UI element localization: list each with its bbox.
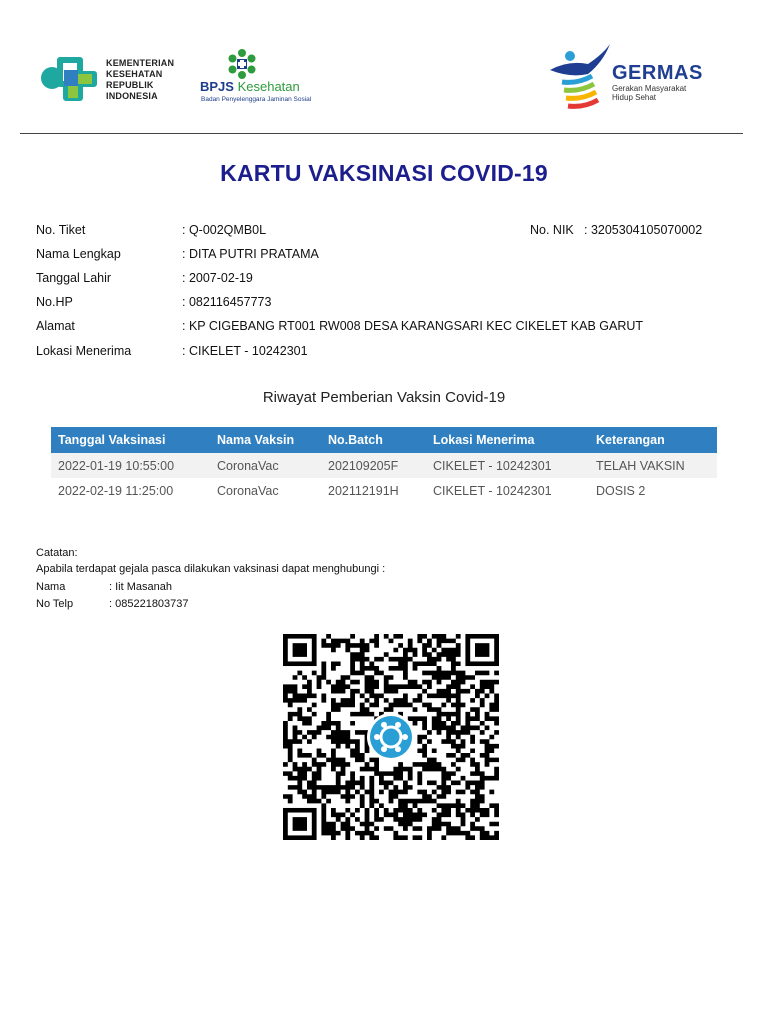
qr-finder-pattern	[465, 634, 499, 666]
qr-finder-pattern	[283, 634, 317, 666]
badge-dot	[395, 746, 401, 752]
table-cell: CoronaVac	[210, 453, 321, 478]
fullname-value: : DITA PUTRI PRATAMA	[182, 247, 319, 261]
table-cell: 202109205F	[321, 453, 426, 478]
bpjs-emblem-icon	[198, 48, 328, 80]
history-title: Riwayat Pemberian Vaksin Covid-19	[262, 389, 506, 406]
phone-value: : 082116457773	[182, 295, 272, 309]
column-header: No.Batch	[321, 427, 426, 453]
column-header: Keterangan	[589, 427, 717, 453]
badge-dot	[395, 722, 401, 728]
contact-phone-label: No Telp	[36, 598, 74, 610]
contact-name-label: Nama	[36, 581, 66, 593]
germas-sub-line: Hidup Sehat	[612, 93, 657, 102]
notes-heading: Catatan:	[36, 547, 78, 559]
header-divider	[20, 133, 743, 134]
contact-name-value: : Iit Masanah	[109, 581, 172, 593]
bpjs-subtitle: Badan Penyelenggara Jaminan Sosial	[201, 96, 312, 103]
location-label: Lokasi Menerima	[36, 344, 132, 358]
bpjs-name-part2: Kesehatan	[237, 79, 300, 94]
nik-value: : 3205304105070002	[584, 223, 703, 237]
badge-dot	[381, 722, 387, 728]
column-header: Nama Vaksin	[210, 427, 321, 453]
table-cell: DOSIS 2	[589, 478, 717, 503]
badge-dot	[381, 746, 387, 752]
kemenkes-line: KEMENTERIAN	[106, 58, 175, 68]
location-value: : CIKELET - 10242301	[182, 344, 308, 358]
germas-sub-line: Gerakan Masyarakat	[612, 84, 687, 93]
table-cell: TELAH VAKSIN	[589, 453, 717, 478]
page-title: KARTU VAKSINASI COVID-19	[220, 160, 548, 186]
kemenkes-line: REPUBLIK	[106, 80, 154, 90]
kemenkes-logo	[38, 52, 198, 102]
column-header: Tanggal Vaksinasi	[51, 427, 210, 453]
birthdate-value: : 2007-02-19	[182, 271, 253, 285]
germas-name: GERMAS	[612, 62, 703, 84]
ticket-label: No. Tiket	[36, 223, 86, 237]
table-cell: 2022-02-19 11:25:00	[51, 478, 210, 503]
qr-code-icon	[283, 634, 499, 840]
bpjs-name	[200, 79, 300, 94]
badge-dot	[402, 734, 408, 740]
table-row	[51, 453, 717, 478]
column-header: Lokasi Menerima	[426, 427, 589, 453]
phone-label: No.HP	[36, 295, 73, 309]
ticket-value: : Q-002QMB0L	[182, 223, 267, 237]
birthdate-label: Tanggal Lahir	[36, 271, 112, 285]
bpjs-name-part: BPJS	[200, 79, 234, 94]
kemenkes-text	[106, 58, 174, 102]
table-cell: CoronaVac	[210, 478, 321, 503]
bpjs-logo	[198, 48, 328, 108]
table-cell: 202112191H	[321, 478, 426, 503]
table-cell: 2022-01-19 10:55:00	[51, 453, 210, 478]
address-label: Alamat	[36, 319, 75, 333]
kemenkes-line: INDONESIA	[106, 91, 158, 101]
qr-finder-pattern	[283, 808, 317, 840]
nik-label: No. NIK	[530, 223, 574, 237]
kemenkes-emblem-icon	[38, 52, 102, 104]
table-header-row	[51, 427, 717, 453]
badge-dot	[374, 734, 380, 740]
kemenkes-line: KESEHATAN	[106, 69, 163, 79]
fullname-label: Nama Lengkap	[36, 247, 121, 261]
vaccination-history-table	[51, 427, 717, 503]
table-row	[51, 478, 717, 503]
germas-emblem-icon	[548, 42, 612, 114]
contact-phone-value: : 085221803737	[109, 598, 189, 610]
qr-code	[283, 634, 499, 840]
notes-text: Apabila terdapat gejala pasca dilakukan vaksinasi dapat menghubungi :	[36, 563, 386, 575]
notes-section	[36, 545, 385, 577]
germas-subtitle	[612, 84, 686, 102]
table-cell: CIKELET - 10242301	[426, 478, 589, 503]
table-cell: CIKELET - 10242301	[426, 453, 589, 478]
address-value: : KP CIGEBANG RT001 RW008 DESA KARANGSARI KEC CIKELET KAB GARUT	[182, 319, 644, 333]
germas-logo	[548, 42, 718, 114]
